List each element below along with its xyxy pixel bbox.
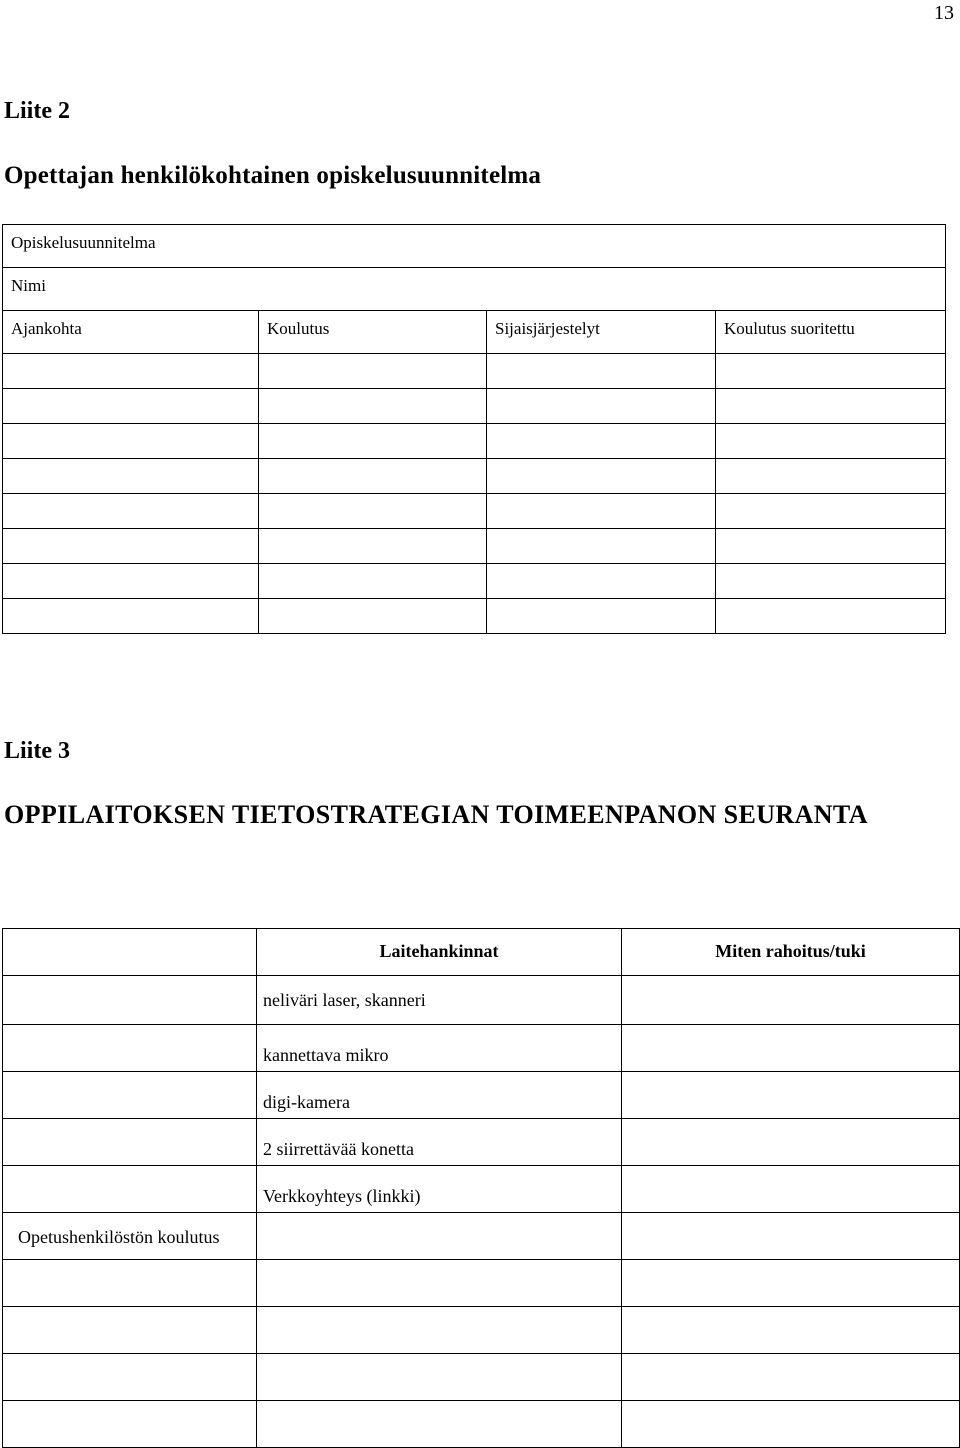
study-plan-heading: Opiskelusuunnitelma [3, 225, 946, 268]
table-cell [3, 354, 259, 389]
table-cell [487, 564, 716, 599]
column-header-ajankohta: Ajankohta [3, 311, 259, 354]
table-row [3, 564, 946, 599]
equipment-item: 2 siirrettävää konetta [257, 1119, 622, 1166]
equipment-item: digi-kamera [257, 1072, 622, 1119]
column-header-empty [3, 929, 257, 976]
table-cell [3, 494, 259, 529]
table-cell [257, 1401, 622, 1448]
table-cell [3, 424, 259, 459]
table-row [3, 1260, 960, 1307]
table-cell [622, 1119, 960, 1166]
table-cell [259, 424, 487, 459]
equipment-item: Verkkoyhteys (linkki) [257, 1166, 622, 1213]
table-cell [259, 599, 487, 634]
table-cell [622, 1213, 960, 1260]
table-cell [622, 1354, 960, 1401]
table-cell [487, 599, 716, 634]
table-cell [716, 529, 946, 564]
table-row [3, 494, 946, 529]
table-row [3, 1401, 960, 1448]
table-row [3, 459, 946, 494]
table-cell [259, 529, 487, 564]
table-row [3, 1213, 960, 1260]
table-row [3, 1166, 960, 1213]
column-header-koulutus-suoritettu: Koulutus suoritettu [716, 311, 946, 354]
table-cell [3, 564, 259, 599]
table-cell [3, 1025, 257, 1072]
column-header-koulutus: Koulutus [259, 311, 487, 354]
table-cell [3, 1119, 257, 1166]
table-cell [716, 389, 946, 424]
table-row [3, 1025, 960, 1072]
table-cell [716, 564, 946, 599]
page-number: 13 [934, 2, 954, 24]
column-header-rahoitus: Miten rahoitus/tuki [622, 929, 960, 976]
table-cell [259, 564, 487, 599]
table-row [3, 1119, 960, 1166]
table-cell [487, 494, 716, 529]
table-cell [3, 1166, 257, 1213]
table-cell [622, 1166, 960, 1213]
table-cell [622, 1072, 960, 1119]
table-cell [3, 1072, 257, 1119]
table-row [3, 389, 946, 424]
tracking-table [2, 928, 960, 1448]
appendix-2-label: Liite 2 [4, 98, 70, 124]
study-plan-table [2, 224, 946, 634]
table-cell [3, 1307, 257, 1354]
equipment-item: neliväri laser, skanneri [257, 976, 622, 1025]
training-label: Opetushenkilöstön koulutus [3, 1213, 257, 1260]
column-header-sijaisjarjestelyt: Sijaisjärjestelyt [487, 311, 716, 354]
table-row [3, 354, 946, 389]
table-row [3, 976, 960, 1025]
table-cell [259, 389, 487, 424]
table-cell [3, 1354, 257, 1401]
appendix-3-title: OPPILAITOKSEN TIETOSTRATEGIAN TOIMEENPANON SEURANTA [4, 800, 868, 829]
table-cell [3, 389, 259, 424]
table-cell [257, 1307, 622, 1354]
table-cell [259, 459, 487, 494]
table-cell [716, 459, 946, 494]
table-cell [3, 976, 257, 1025]
table-cell [3, 459, 259, 494]
table-cell [487, 529, 716, 564]
table-cell [259, 494, 487, 529]
table-row [3, 599, 946, 634]
table-cell [716, 354, 946, 389]
table-cell [622, 1260, 960, 1307]
name-field: Nimi [3, 268, 946, 311]
table-cell [3, 529, 259, 564]
table-cell [487, 354, 716, 389]
table-cell [716, 599, 946, 634]
table-cell [622, 1025, 960, 1072]
table-cell [257, 1213, 622, 1260]
table-cell [3, 1260, 257, 1307]
table-cell [622, 1307, 960, 1354]
table-cell [622, 976, 960, 1025]
table-cell [622, 1401, 960, 1448]
table-cell [716, 494, 946, 529]
table-cell [487, 424, 716, 459]
table-cell [3, 1401, 257, 1448]
table-row [3, 424, 946, 459]
table-row [3, 529, 946, 564]
table-row [3, 1072, 960, 1119]
table-cell [487, 389, 716, 424]
table-cell [487, 459, 716, 494]
column-header-laitehankinnat: Laitehankinnat [257, 929, 622, 976]
table-cell [257, 1260, 622, 1307]
appendix-3-label: Liite 3 [4, 738, 70, 764]
table-row [3, 1354, 960, 1401]
appendix-2-title: Opettajan henkilökohtainen opiskelusuunnitelma [4, 162, 542, 189]
table-cell [716, 424, 946, 459]
table-cell [257, 1354, 622, 1401]
table-cell [3, 599, 259, 634]
table-row [3, 1307, 960, 1354]
table-cell [259, 354, 487, 389]
equipment-item: kannettava mikro [257, 1025, 622, 1072]
